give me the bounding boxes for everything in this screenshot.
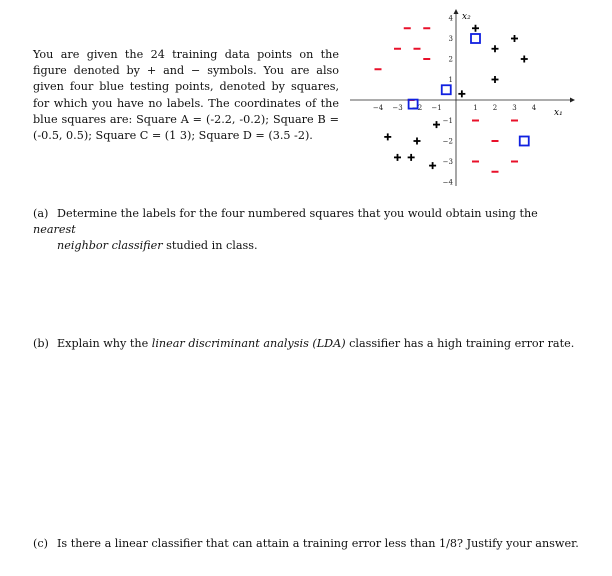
x-tick-label: 1 [473,104,478,112]
y-tick-label: 1 [448,76,453,84]
question-c [33,536,583,552]
question-a-label: (a) [33,207,49,220]
plus-point [492,45,499,52]
data-points [372,25,529,172]
y-tick-label: 4 [448,14,453,23]
plus-point [384,133,391,140]
y-tick-label: −3 [442,158,453,166]
plus-point [408,154,415,161]
x-tick-label: −4 [372,104,384,112]
plot-axes [350,9,575,186]
y-tick-label: −2 [442,137,453,146]
plus-point [521,56,528,63]
scatter-plot [348,8,578,188]
plus-point [492,76,499,83]
x-tick-label: −2 [411,104,423,112]
question-a [33,206,583,255]
plus-point [472,25,479,32]
y-tick-label: 3 [448,35,453,43]
question-a-text-1: Determine the labels for the four numbered squares that you would obtain using the [57,207,538,220]
plus-point [511,35,518,42]
x-tick-label: −3 [392,104,403,112]
test-square-c [471,34,480,43]
intro-text: You are given the 24 training data points on the figure denoted by + and − symbols. You are also given four blue testing points, denoted by squares, for which you have no labels. The coordinates of the blue squares are: Square A = (-2.2, -0.2); Square B = (-0.5, 0.5); Square C = (1 3); Square D = (3.5 -2). [33,48,339,143]
plus-point [414,138,421,145]
plus-point [429,162,436,169]
y-axis-arrow [454,9,459,14]
question-b [33,336,583,352]
x-tick-label: 4 [531,104,537,112]
plus-point [394,154,401,161]
y-tick-label: 2 [448,55,453,64]
plus-point [433,121,440,128]
question-b-text-2: classifier has a high training error rate. [345,337,575,350]
question-b-text-1: Explain why the [57,337,152,350]
question-c-text: Is there a linear classifier that can attain a training error less than 1/8? Justify your answer. [57,537,579,550]
question-b-term: linear discriminant analysis (LDA) [151,337,346,350]
question-a-text-2: studied in class. [162,239,258,253]
x-axis-arrow [570,98,575,103]
question-a-term-2: neighbor classifier [57,239,163,253]
y-axis-label: x₂ [462,12,471,22]
question-a-term-1: nearest [33,223,76,237]
x-tick-label: −1 [431,104,442,112]
test-square-d [520,137,529,146]
plus-point [458,90,465,97]
scatter-figure [348,8,578,192]
y-tick-label: −4 [442,178,453,187]
question-c-label: (c) [33,537,48,550]
x-tick-label: 2 [492,104,498,112]
x-axis-label: x₁ [554,108,563,118]
problem-intro [33,47,339,144]
y-tick-label: −1 [442,117,453,125]
question-b-label: (b) [33,337,49,350]
x-tick-label: 3 [512,104,517,112]
test-square-b [442,85,451,94]
